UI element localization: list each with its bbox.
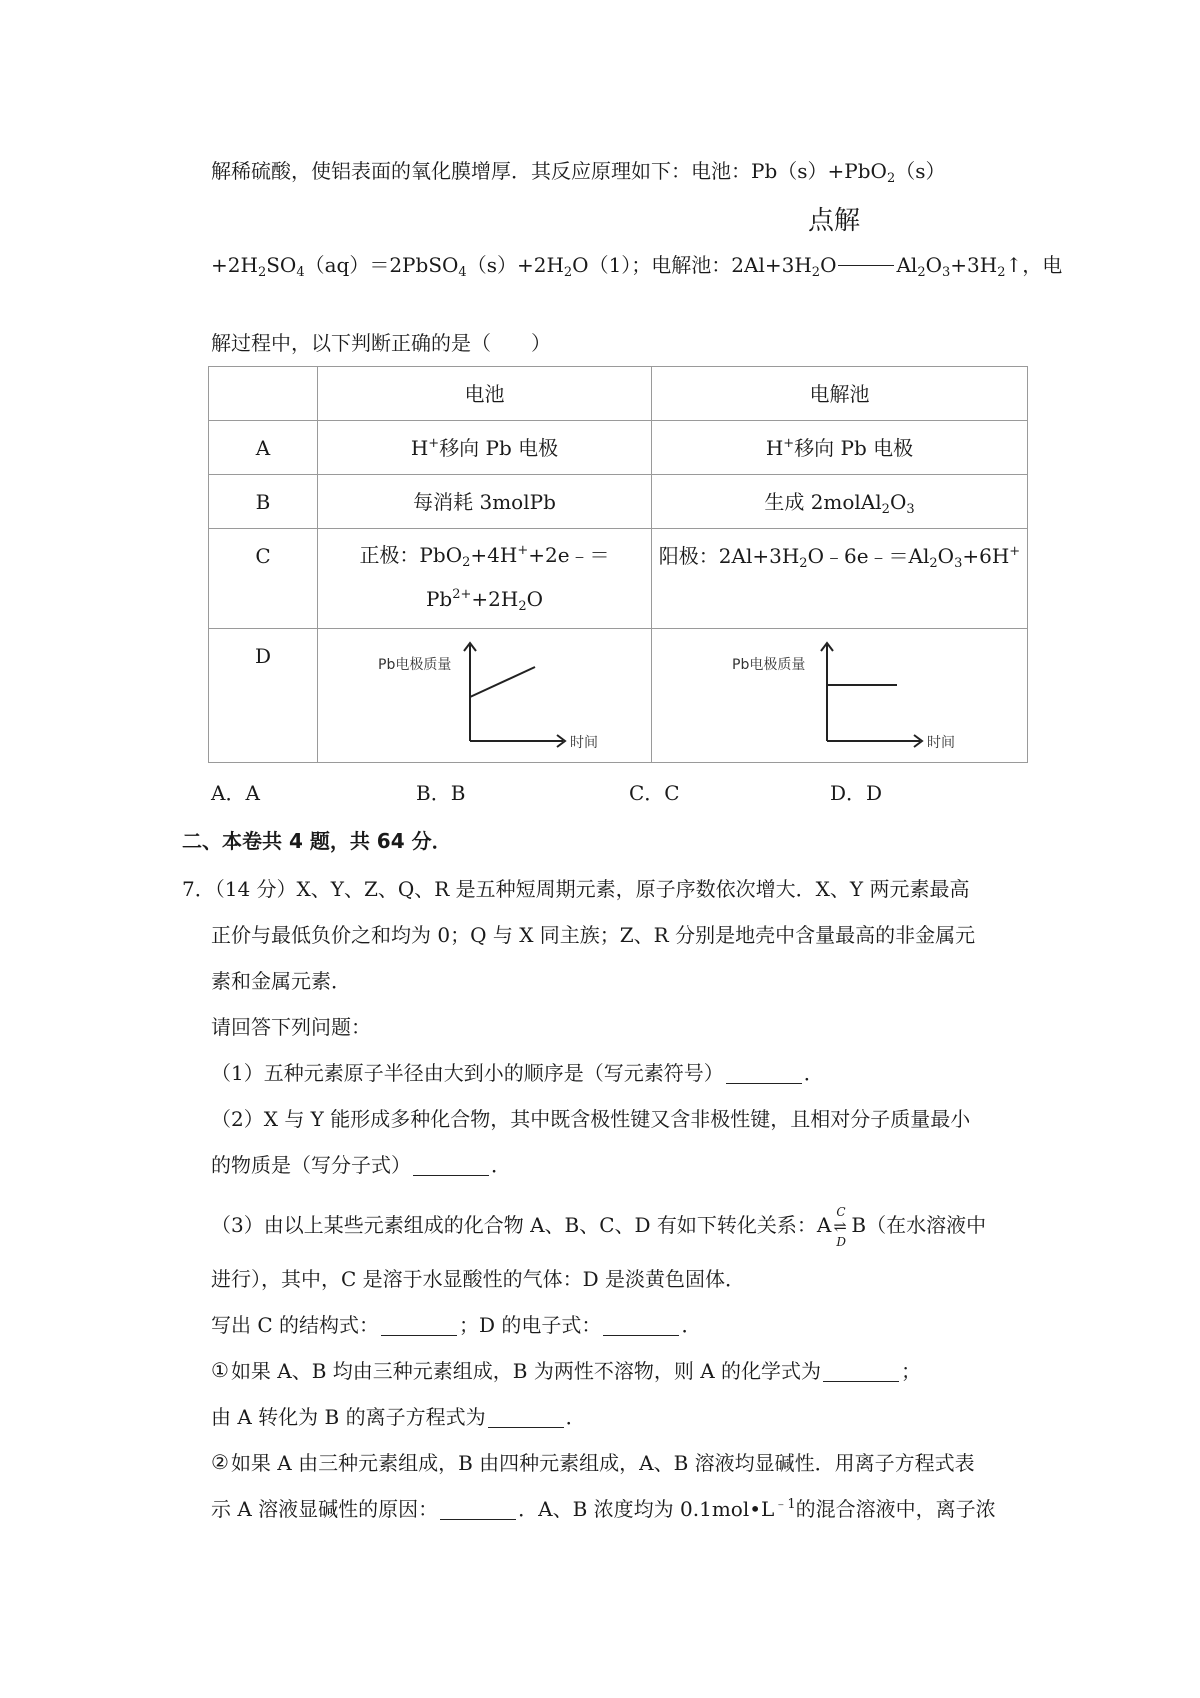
q7-part-3-line-3: 写出 C 的结构式： ；D 的电子式： ． — [211, 1313, 702, 1337]
q7-sub-2-line-2: 示 A 溶液显碱性的原因： ．A、B 浓度均为 $0.1mol•L^{﹣1}$的混合溶液中，离子浓 — [211, 1497, 996, 1521]
option-c[interactable]: C．C — [629, 781, 680, 805]
q7-sub-1-line-2: 由 A 转化为 B 的离子方程式为 ． — [211, 1405, 586, 1429]
electrolysis-cell: 生成 $2molAl_2O_3$ — [652, 475, 1028, 529]
header-cell-electrolysis: 电解池 — [652, 367, 1028, 421]
row-label: C — [209, 529, 318, 629]
electrolysis-cell: H+移向 Pb 电极 — [652, 421, 1028, 475]
intro-line-2: $+2H_2SO_4(aq)=2PbSO_4(s)+2H_2O(1)$；电解池：$2Al+3H_2O$ $Al_2O_3+3H_2↑$，电 — [211, 253, 1063, 280]
q7-line-2: 正价与最低负价之和均为 0；Q 与 X 同主族；Z、R 分别是地壳中含量最高的非金属元 — [211, 923, 976, 947]
answer-blank[interactable] — [440, 1499, 516, 1520]
q7-line-1: 7．（14 分）X、Y、Z、Q、R 是五种短周期元素，原子序数依次增大．X、Y 两元素最高 — [182, 877, 970, 901]
answer-blank[interactable] — [413, 1155, 489, 1176]
q7-line-4: 请回答下列问题： — [211, 1015, 371, 1039]
battery-cell: 正极：PbO$_2$+4H++2e﹣＝ $Pb^{2+}+2H_2O$ — [318, 529, 652, 629]
q7-line-3: 素和金属元素． — [211, 969, 351, 993]
header-cell-empty — [209, 367, 318, 421]
section-title: 二、本卷共 4 题，共 64 分． — [182, 829, 452, 853]
q7-part-2-line-1: （2）X 与 Y 能形成多种化合物，其中既含极性键又含非极性键，且相对分子质量最小 — [211, 1107, 971, 1131]
option-a[interactable]: A．A — [211, 781, 260, 805]
q7-sub-2-line-1: ② 如果 A 由三种元素组成，B 由四种元素组成，A、B 溶液均显碱性．用离子方程式表 — [211, 1450, 975, 1475]
q7-sub-1-line-1: ① 如果 A、B 均由三种元素组成，B 为两性不溶物，则 A 的化学式为 ； — [211, 1358, 922, 1383]
intro-line-1: 解稀硫酸，使铝表面的氧化膜增厚．其反应原理如下：电池：Pb（s）+PbO$_2$（s） — [211, 159, 946, 186]
mass-line-increasing — [470, 667, 535, 697]
q7-part-1: （1）五种元素原子半径由大到小的顺序是（写元素符号） ． — [211, 1061, 824, 1085]
intro-line-3: 解过程中，以下判断正确的是（ ） — [211, 331, 551, 355]
electrolysis-graph-cell — [652, 629, 1028, 763]
answer-blank[interactable] — [823, 1361, 899, 1382]
circled-number-1: ① — [211, 1358, 229, 1382]
answer-blank[interactable] — [726, 1063, 802, 1084]
reaction-condition: 点解 — [808, 206, 861, 236]
answer-blank[interactable] — [603, 1315, 679, 1336]
battery-cell: H+移向 Pb 电极 — [318, 421, 652, 475]
table-row-d — [209, 629, 1028, 763]
table-row-b — [209, 475, 1028, 529]
table-row-a — [209, 421, 1028, 475]
graph-y-label: Pb电极质量 — [378, 657, 452, 673]
row-label: B — [209, 475, 318, 529]
table-row-c — [209, 529, 1028, 629]
reaction-arrow-line — [838, 265, 894, 266]
q7-part-2-line-2: 的物质是（写分子式） ． — [211, 1153, 511, 1177]
q7-part-3-line-2: 进行），其中，C 是溶于水显酸性的气体：D 是淡黄色固体． — [211, 1267, 746, 1291]
answer-blank[interactable] — [381, 1315, 457, 1336]
header-cell-battery: 电池 — [318, 367, 652, 421]
battery-cell: 每消耗 3molPb — [318, 475, 652, 529]
electrolysis-mass-graph — [652, 629, 1027, 757]
battery-mass-graph — [318, 629, 651, 757]
conversion-arrow: C ⇌ D — [833, 1205, 847, 1249]
row-label: A — [209, 421, 318, 475]
table-header-row — [209, 367, 1028, 421]
q7-part-3-line-1: （3）由以上某些元素组成的化合物 A、B、C、D 有如下转化关系：A C ⇌ D B（在水溶液中 — [211, 1205, 987, 1249]
graph-x-label: 时间 — [927, 735, 955, 751]
options-table — [208, 366, 1028, 763]
circled-number-2: ② — [211, 1450, 229, 1474]
answer-blank[interactable] — [488, 1407, 564, 1428]
graph-x-label: 时间 — [570, 735, 598, 751]
battery-graph-cell — [318, 629, 652, 763]
graph-y-label: Pb电极质量 — [732, 657, 806, 673]
row-label: D — [209, 629, 318, 763]
electrolysis-cell: 阳极：$2Al+3H_2O﹣6e﹣=Al_2O_3+6H^+$ — [652, 529, 1028, 629]
option-b[interactable]: B．B — [416, 781, 466, 805]
option-d[interactable]: D．D — [830, 781, 883, 805]
